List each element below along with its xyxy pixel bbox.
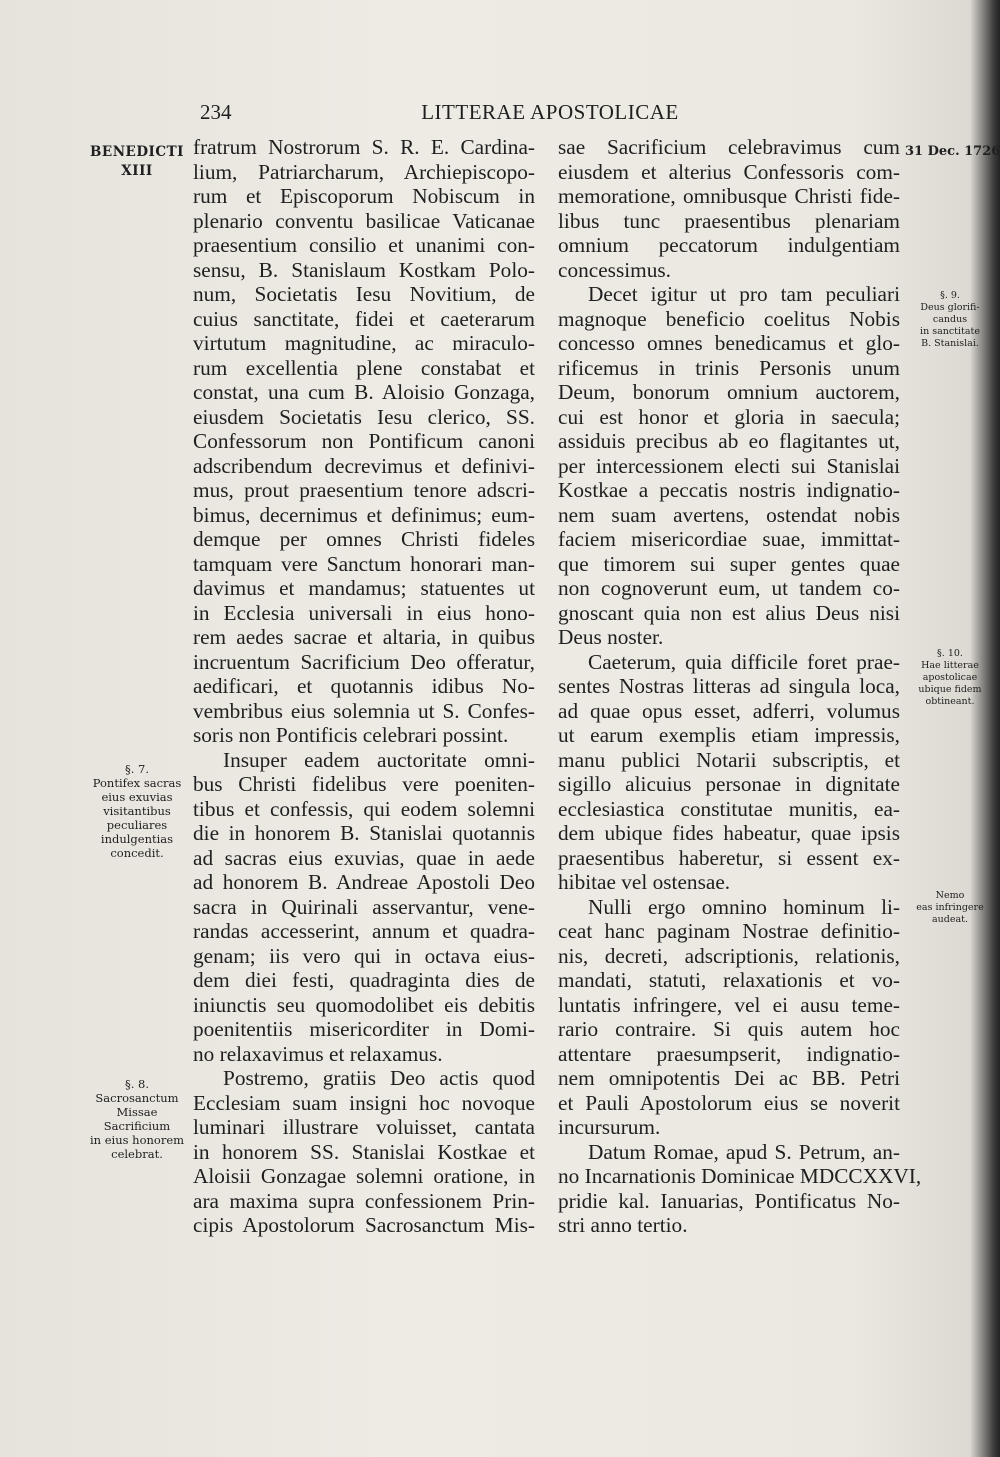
text-line: ceat hanc paginam Nostrae definitio- <box>558 919 900 943</box>
text-line: no relaxavimus et relaxamus. <box>193 1041 443 1066</box>
text-line: ecclesiastica constitutae munitis, ea- <box>558 796 900 821</box>
text-line: Confessorum non Pontificum canoni <box>193 429 535 453</box>
margin-note-11: Nemo eas infringere audeat. <box>916 890 984 925</box>
text-line: die in honorem B. Stanislai quotannis <box>193 821 535 845</box>
text-line: Deus noster. <box>558 625 664 649</box>
text-line: concessimus. <box>558 257 671 282</box>
text-line: gnoscant quia non est alius Deus nisi <box>558 600 900 625</box>
text-line: non cognoverunt eum, ut tandem co- <box>558 576 900 600</box>
text-line: Insuper eadem auctoritate omni- <box>223 747 535 772</box>
text-line: sigillo alicuius personae in dignitate <box>558 772 900 796</box>
text-line: sacra in Quirinali asservantur, vene- <box>193 894 535 919</box>
text-line: lium, Patriarcharum, Archiepiscopo- <box>193 159 535 184</box>
text-line: cipis Apostolorum Sacrosanctum Mis- <box>193 1213 535 1237</box>
text-line: rem aedes sacrae et altaria, in quibus <box>193 625 535 649</box>
text-line: manu publici Notarii subscriptis, et <box>558 747 900 772</box>
text-line: tibus et confessis, qui eodem solemni <box>193 796 535 821</box>
text-line: Datum Romae, apud S. Petrum, an- <box>588 1139 900 1164</box>
right-text-column <box>558 135 922 1238</box>
text-line: Aloisii Gonzagae solemni oratione, in <box>193 1164 535 1188</box>
text-line: constat, una cum B. Aloisio Gonzaga, <box>193 380 535 404</box>
text-line: et Pauli Apostolorum eius se noverit <box>558 1090 900 1115</box>
text-line: memoratione, omnibusque Christi fide- <box>558 184 900 208</box>
text-line: eiusdem Societatis Iesu clerico, SS. <box>193 404 535 429</box>
margin-note-9: §. 9. Deus glorifi- candus in sanctitate B. Stanislai. <box>920 290 980 349</box>
text-line: Deum, bonorum omnium auctorem, <box>558 380 900 404</box>
text-line: mandati, statuti, relaxationis et vo- <box>558 968 900 992</box>
margin-note-10: §. 10. Hae litterae apostolicae ubique fidem obtineant. <box>918 648 982 707</box>
text-line: nem omnipotentis Dei ac BB. Petri <box>558 1066 900 1090</box>
text-line: ad quae opus esset, adferri, volumus <box>558 698 900 723</box>
text-line: faciem misericordiae suae, immittat- <box>558 527 900 551</box>
text-line: Ecclesiam suam insigni hoc novoque <box>193 1090 535 1115</box>
text-line: rario contraire. Si quis autem hoc <box>558 1017 900 1041</box>
text-line: Postremo, gratiis Deo actis quod <box>223 1066 535 1090</box>
text-line: iniunctis seu quomodolibet eis debitis <box>193 992 535 1017</box>
text-line: stri anno tertio. <box>558 1213 688 1237</box>
running-title: LITTERAE APOSTOLICAE <box>421 100 679 124</box>
text-line: praesentibus haberetur, si essent ex- <box>558 845 900 870</box>
text-line: mus, prout praesentium tenore adscri- <box>193 478 535 502</box>
text-line: nem suam avertens, ostendat nobis <box>558 502 900 527</box>
text-line: ad sacras eius exuvias, quae in aede <box>193 845 535 870</box>
text-line: virtutum magnitudine, ac miraculo- <box>193 331 535 355</box>
text-line: eiusdem et alterius Confessoris com- <box>558 159 900 184</box>
text-line: luminari illustrare voluisset, cantata <box>193 1115 535 1139</box>
text-line: cui est honor et gloria in saecula; <box>558 404 900 429</box>
text-line: ut earum exemplis etiam impressis, <box>558 723 900 747</box>
text-line: que timorem sui super gentes quae <box>558 551 900 576</box>
text-line: bimus, decernimus et definimus; eum- <box>193 502 535 527</box>
page-header <box>200 100 900 130</box>
text-line: praesentium consilio et unanimi con- <box>193 233 535 257</box>
text-line: incursurum. <box>558 1115 661 1139</box>
text-line: soris non Pontificis celebrari possint. <box>193 723 509 747</box>
text-line: davimus et mandamus; statuentes ut <box>193 576 535 600</box>
text-line: libus tunc praesentibus plenariam <box>558 208 900 233</box>
margin-note-7: §. 7. Pontifex sacras eius exuvias visitantibus peculiares indulgentias concedit. <box>92 762 182 860</box>
text-line: ad honorem B. Andreae Apostoli Deo <box>193 870 535 894</box>
text-line: plenario conventu basilicae Vaticanae <box>193 208 535 233</box>
text-line: hibitae vel ostensae. <box>558 870 731 894</box>
text-line: aedificari, et quotannis idibus No- <box>193 674 535 698</box>
text-line: in Ecclesia universali in eius hono- <box>193 600 535 625</box>
text-line: tamquam vere Sanctum honorari man- <box>193 551 535 576</box>
text-line: randas accesserint, annum et quadra- <box>193 919 535 943</box>
text-line: nis, decreti, adscriptionis, relationis, <box>558 943 900 968</box>
text-line: dem ubique fides habeatur, quae ipsis <box>558 821 900 845</box>
text-line: sensu, B. Stanislaum Kostkam Polo- <box>193 257 535 282</box>
text-line: in honorem SS. Stanislai Kostkae et <box>193 1139 535 1164</box>
text-line: genam; iis vero qui in octava eius- <box>193 943 535 968</box>
text-line: rum et Episcoporum Nobiscum in <box>193 184 535 208</box>
text-line: concesso omnes benedicamus et glo- <box>558 331 900 355</box>
text-line: Nulli ergo omnino hominum li- <box>588 894 900 919</box>
text-line: num, Societatis Iesu Novitium, de <box>193 282 535 306</box>
text-line: adscribendum decrevimus et definivi- <box>193 453 535 478</box>
left-text-column <box>193 135 535 1238</box>
text-line: omnium peccatorum indulgentiam <box>558 233 900 257</box>
text-line: rum excellentia plene constabat et <box>193 355 535 380</box>
text-line: magnoque beneficio coelitus Nobis <box>558 306 900 331</box>
text-line: no Incarnationis Dominicae MDCCXXVI, <box>558 1164 922 1188</box>
text-line: ara maxima supra confessionem Prin- <box>193 1188 535 1213</box>
text-line: fratrum Nostrorum S. R. E. Cardina- <box>193 135 535 159</box>
text-line: Kostkae a peccatis nostris indignatio- <box>558 478 900 502</box>
page-number: 234 <box>200 100 232 124</box>
text-line: poenitentiis misericorditer in Domi- <box>193 1017 535 1041</box>
text-line: Caeterum, quia difficile foret prae- <box>588 649 900 674</box>
text-line: per intercessionem electi sui Stanislai <box>558 453 900 478</box>
text-line: attentare praesumpserit, indignatio- <box>558 1041 900 1066</box>
text-line: vembribus eius solemnia ut S. Confes- <box>193 698 535 723</box>
text-line: rificemus in trinis Personis unum <box>558 355 900 380</box>
text-line: pridie kal. Ianuarias, Pontificatus No- <box>558 1188 900 1213</box>
text-line: sae Sacrificium celebravimus cum <box>558 135 900 159</box>
text-line: incruentum Sacrificium Deo offeratur, <box>193 649 535 674</box>
text-line: bus Christi fidelibus vere poeniten- <box>193 772 535 796</box>
margin-pope-name: BENEDICTI XIII <box>90 144 184 179</box>
margin-date: 31 Dec. 1726 <box>905 144 1000 159</box>
text-line: Decet igitur ut pro tam peculiari <box>588 282 900 306</box>
text-line: luntatis infringere, vel ei ausu teme- <box>558 992 900 1017</box>
margin-note-8: §. 8. Sacrosanctum Missae Sacrificium in eius honorem celebrat. <box>89 1077 185 1161</box>
text-line: dem diei festi, quadraginta dies de <box>193 968 535 992</box>
text-line: assiduis precibus ab eo flagitantes ut, <box>558 429 900 453</box>
text-line: demque per omnes Christi fideles <box>193 527 535 551</box>
text-line: cuius sanctitate, fidei et caeterarum <box>193 306 535 331</box>
text-line: sentes Nostras litteras ad singula loca, <box>558 674 900 698</box>
